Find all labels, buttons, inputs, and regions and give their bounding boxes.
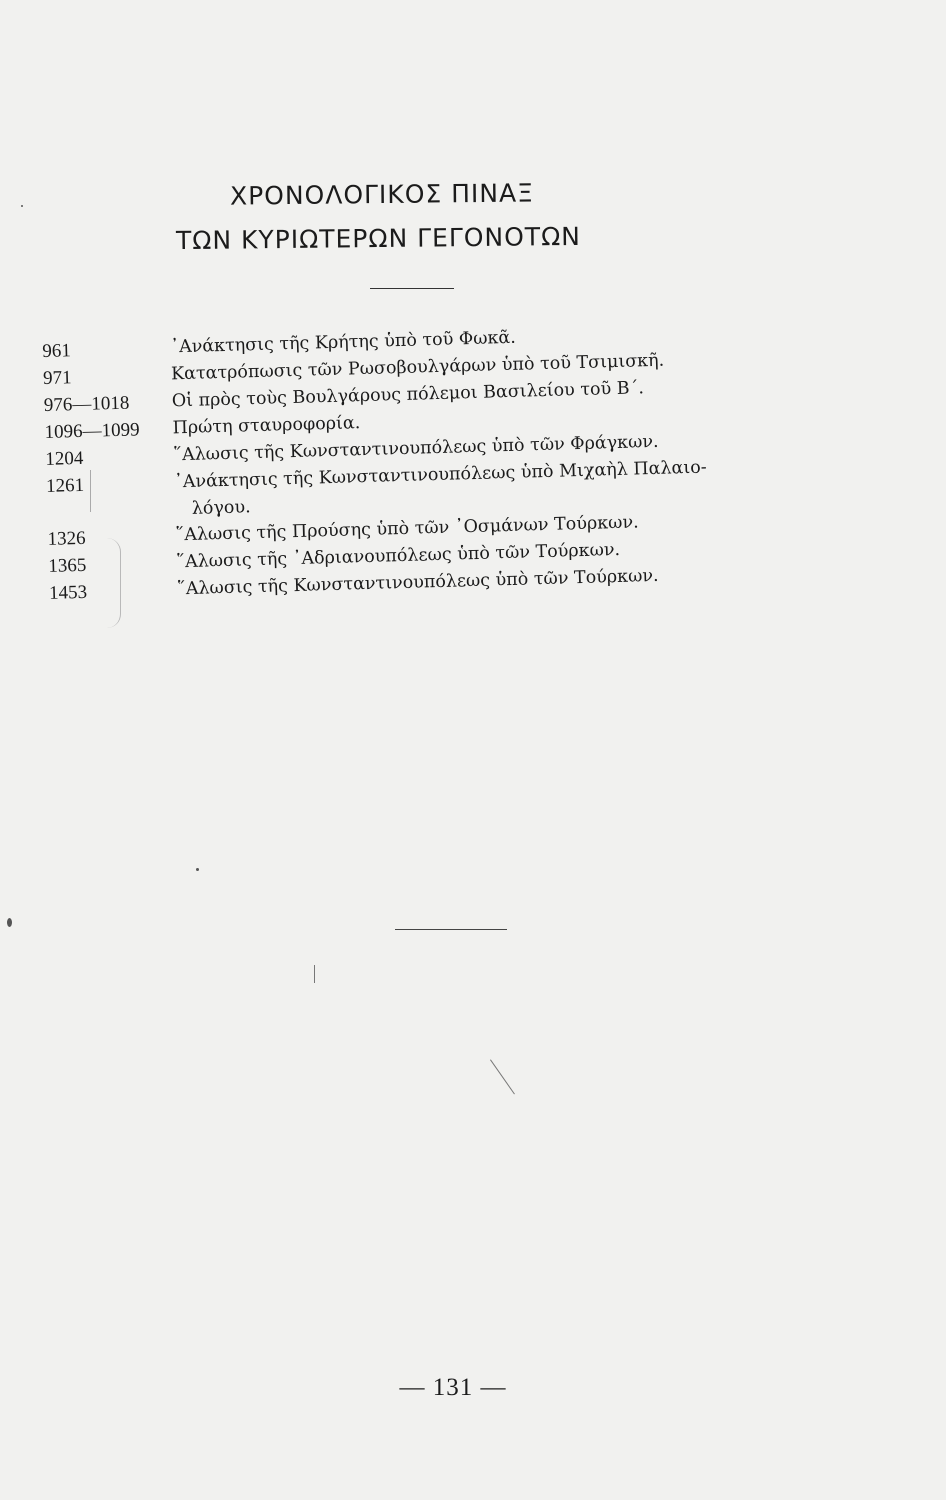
entry-event: Κατατρόπωσις τῶν Ρωσοβουλγάρων ὑπὸ τοῦ Τσιμισκῆ. [170,350,665,385]
scan-mark [314,965,315,983]
entry-year: 1261 [45,474,85,497]
entry-year: 971 [42,367,72,389]
title-line-1: ΧΡΟΝΟΛΟΓΙΚΟΣ ΠΙΝΑΞ [229,178,535,211]
page-number: — 131 — [399,1374,507,1401]
entry-event: Πρώτη σταυροφορία. [172,413,361,439]
entry-year: 1204 [45,447,84,470]
entry-year: 1365 [48,554,87,577]
entry-year: 976—1018 [43,392,130,416]
scan-speck [196,868,199,871]
entry-event: ᾿Ανάκτησις τῆς Κρήτης ὑπὸ τοῦ Φωκᾶ. [170,327,517,358]
entry-event: ῞Αλωσις τῆς Προύσης ὑπὸ τῶν ᾿Οσμάνων Τούρκων. [175,512,639,546]
title-line-2: ΤΩΝ ΚΥΡΙΩΤΕΡΩΝ ΓΕΓΟΝΟΤΩΝ [175,221,582,256]
entry-year: 1096—1099 [44,419,140,443]
entry-event: ᾿Ανάκτησις τῆς Κωνσταντινουπόλεως ὑπὸ Μιχαὴλ Παλαιο- [173,457,707,493]
scan-speck [7,918,12,927]
scan-mark [490,1059,515,1094]
entry-year: 1453 [48,581,88,604]
scan-speck [21,205,23,207]
entry-year: 961 [42,340,72,362]
entry-event: ῞Αλωσις τῆς Κωνσταντινουπόλεως ὑπὸ τῶν Τούρκων. [176,565,659,600]
chronology-list [42,315,869,607]
entry-event: Οἱ πρὸς τοὺς Βουλγάρους πόλεμοι Βασιλείου τοῦ Β΄. [171,378,645,412]
pencil-margin-mark [90,470,91,512]
entry-event: λόγου. [191,497,251,519]
entry-event: ῞Αλωσις τῆς ᾿Αδριανουπόλεως ὑπὸ τῶν Τούρκων. [176,539,621,573]
end-rule [395,929,507,930]
pencil-bracket-mark [106,538,121,628]
entry-year: 1326 [47,527,86,550]
title-rule [370,288,454,289]
entry-event: ῞Αλωσις τῆς Κωνσταντινουπόλεως ὑπὸ τῶν Φράγκων. [173,431,659,466]
